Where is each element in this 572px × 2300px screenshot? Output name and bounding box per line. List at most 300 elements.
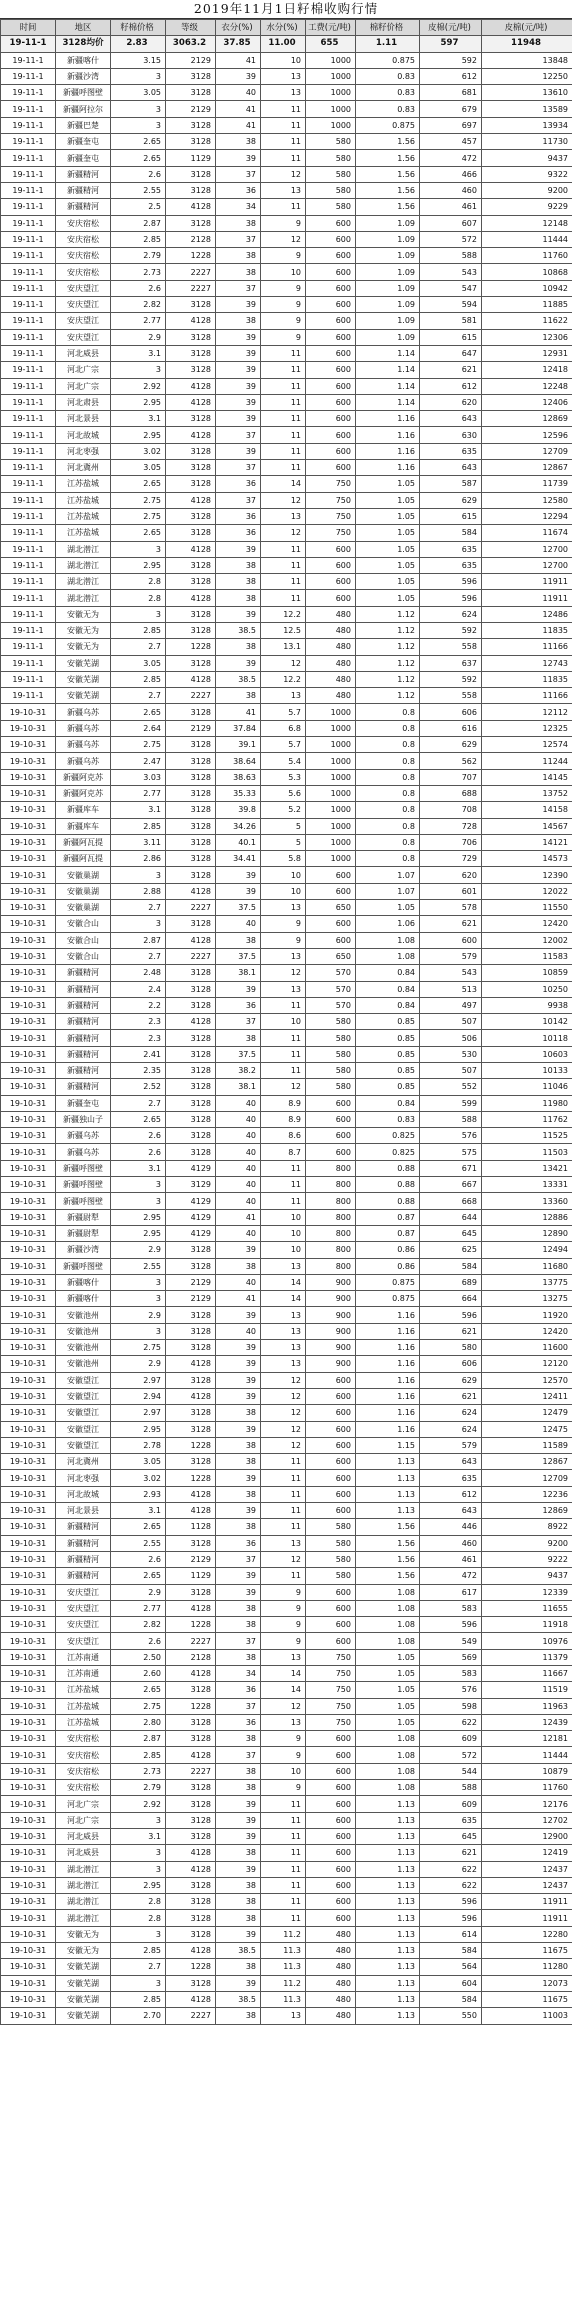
table-cell: 2.8	[111, 1894, 166, 1910]
table-cell: 750	[306, 508, 356, 524]
table-cell: 39	[216, 1568, 261, 1584]
table-cell: 600	[306, 1144, 356, 1160]
table-cell: 562	[420, 753, 482, 769]
table-cell: 41	[216, 1209, 261, 1225]
table-cell: 569	[420, 1649, 482, 1665]
table-cell: 667	[420, 1177, 482, 1193]
table-cell: 2.95	[111, 1421, 166, 1437]
table-cell: 600	[306, 215, 356, 231]
table-row	[1, 1046, 572, 1062]
table-cell: 3	[111, 916, 166, 932]
table-cell: 3	[111, 1975, 166, 1991]
table-cell: 安徽芜湖	[56, 688, 111, 704]
table-cell: 19-10-31	[1, 1421, 56, 1437]
table-cell: 12339	[482, 1584, 572, 1600]
table-cell: 1.13	[356, 1991, 420, 2007]
table-cell: 729	[420, 851, 482, 867]
table-cell: 629	[420, 492, 482, 508]
table-cell: 800	[306, 1225, 356, 1241]
table-row	[1, 1372, 572, 1388]
table-cell: 11	[261, 1046, 306, 1062]
table-cell: 4128	[166, 1014, 216, 1030]
table-row	[1, 508, 572, 524]
table-row	[1, 1063, 572, 1079]
table-cell: 3128	[166, 1372, 216, 1388]
table-cell: 2.7	[111, 639, 166, 655]
table-row	[1, 101, 572, 117]
table-cell: 2.95	[111, 557, 166, 573]
table-cell: 19-10-31	[1, 1079, 56, 1095]
table-cell: 9222	[482, 1551, 572, 1567]
table-cell: 5.6	[261, 785, 306, 801]
table-cell: 2.92	[111, 1796, 166, 1812]
table-cell: 11911	[482, 1910, 572, 1926]
table-cell: 750	[306, 492, 356, 508]
table-cell: 1.12	[356, 671, 420, 687]
table-cell: 13	[261, 1323, 306, 1339]
table-cell: 1.13	[356, 2008, 420, 2024]
table-cell: 19-11-1	[1, 622, 56, 638]
table-cell: 1.13	[356, 1796, 420, 1812]
table-cell: 11166	[482, 688, 572, 704]
table-cell: 11	[261, 411, 306, 427]
table-cell: 0.8	[356, 802, 420, 818]
table-cell: 9229	[482, 199, 572, 215]
table-cell: 600	[306, 557, 356, 573]
table-cell: 8.9	[261, 1111, 306, 1127]
table-cell: 19-10-31	[1, 1633, 56, 1649]
table-cell: 湖北潜江	[56, 541, 111, 557]
table-row	[1, 1959, 572, 1975]
table-cell: 600	[306, 264, 356, 280]
table-cell: 580	[306, 1014, 356, 1030]
table-cell: 安徽池州	[56, 1323, 111, 1339]
table-cell: 40	[216, 1095, 261, 1111]
table-cell: 1.13	[356, 1503, 420, 1519]
table-cell: 629	[420, 737, 482, 753]
table-cell: 650	[306, 948, 356, 964]
table-cell: 12325	[482, 720, 572, 736]
table-cell: 2.79	[111, 1780, 166, 1796]
table-cell: 12	[261, 1079, 306, 1095]
table-cell: 643	[420, 460, 482, 476]
table-row	[1, 427, 572, 443]
table-cell: 19-10-31	[1, 818, 56, 834]
table-cell: 3	[111, 68, 166, 84]
table-cell: 13	[261, 508, 306, 524]
table-cell: 552	[420, 1079, 482, 1095]
table-cell: 河北广宗	[56, 378, 111, 394]
table-cell: 600	[306, 1095, 356, 1111]
table-cell: 480	[306, 671, 356, 687]
table-cell: 3	[111, 1812, 166, 1828]
table-cell: 安庆望江	[56, 1600, 111, 1616]
table-cell: 13	[261, 948, 306, 964]
table-cell: 599	[420, 1095, 482, 1111]
table-cell: 11.3	[261, 1991, 306, 2007]
table-cell: 466	[420, 166, 482, 182]
table-cell: 4128	[166, 590, 216, 606]
table-cell: 600	[306, 1796, 356, 1812]
table-cell: 480	[306, 606, 356, 622]
table-cell: 工费(元/吨)	[306, 20, 356, 36]
table-cell: 13	[261, 85, 306, 101]
table-cell: 新疆精河	[56, 997, 111, 1013]
table-row	[1, 297, 572, 313]
table-cell: 3128	[166, 476, 216, 492]
table-cell: 38	[216, 1910, 261, 1926]
table-cell: 1.16	[356, 1405, 420, 1421]
table-cell: 12	[261, 231, 306, 247]
table-cell: 19-10-31	[1, 1307, 56, 1323]
table-cell: 600	[306, 1372, 356, 1388]
table-cell: 39	[216, 541, 261, 557]
table-cell: 19-10-31	[1, 1959, 56, 1975]
table-cell: 543	[420, 965, 482, 981]
table-cell: 19-10-31	[1, 1861, 56, 1877]
table-row	[1, 900, 572, 916]
table-cell: 580	[306, 199, 356, 215]
table-cell: 河北肃县	[56, 394, 111, 410]
table-cell: 2.82	[111, 297, 166, 313]
table-cell: 12439	[482, 1714, 572, 1730]
table-cell: 750	[306, 1682, 356, 1698]
table-cell: 19-10-31	[1, 1258, 56, 1274]
table-cell: 1000	[306, 101, 356, 117]
table-cell: 3128	[166, 818, 216, 834]
table-cell: 12869	[482, 411, 572, 427]
table-cell: 38	[216, 248, 261, 264]
table-cell: 2.47	[111, 753, 166, 769]
table-cell: 11622	[482, 313, 572, 329]
table-cell: 安庆望江	[56, 1584, 111, 1600]
table-cell: 19-10-31	[1, 769, 56, 785]
table-cell: 600	[306, 867, 356, 883]
table-cell: 622	[420, 1861, 482, 1877]
table-cell: 3128	[166, 1731, 216, 1747]
table-cell: 安徽望江	[56, 1437, 111, 1453]
table-cell: 1.08	[356, 1731, 420, 1747]
table-cell: 19-10-31	[1, 720, 56, 736]
table-cell: 3	[111, 606, 166, 622]
table-cell: 1.05	[356, 557, 420, 573]
table-cell: 3128	[166, 1796, 216, 1812]
table-cell: 1.09	[356, 264, 420, 280]
table-cell: 39	[216, 981, 261, 997]
table-cell: 2.85	[111, 622, 166, 638]
table-cell: 1.05	[356, 1649, 420, 1665]
table-cell: 39	[216, 150, 261, 166]
table-cell: 11948	[482, 36, 572, 52]
table-cell: 河北威县	[56, 345, 111, 361]
table-cell: 39	[216, 297, 261, 313]
table-cell: 1.14	[356, 345, 420, 361]
table-cell: 600	[306, 1845, 356, 1861]
table-cell: 1000	[306, 52, 356, 68]
table-cell: 河北故城	[56, 1486, 111, 1502]
table-cell: 13	[261, 1649, 306, 1665]
table-cell: 39	[216, 1503, 261, 1519]
table-cell: 1228	[166, 248, 216, 264]
table-cell: 新疆精河	[56, 1030, 111, 1046]
table-cell: 0.825	[356, 1144, 420, 1160]
table-cell: 12709	[482, 443, 572, 459]
table-cell: 19-10-31	[1, 1470, 56, 1486]
table-cell: 等级	[166, 20, 216, 36]
table-row	[1, 1111, 572, 1127]
table-cell: 2.8	[111, 574, 166, 590]
table-cell: 安徽合山	[56, 932, 111, 948]
table-cell: 1.05	[356, 1698, 420, 1714]
table-cell: 1129	[166, 150, 216, 166]
table-cell: 3.1	[111, 411, 166, 427]
table-row	[1, 688, 572, 704]
table-cell: 4128	[166, 313, 216, 329]
table-cell: 1.08	[356, 1584, 420, 1600]
table-cell: 19-10-31	[1, 1780, 56, 1796]
table-cell: 13	[261, 1307, 306, 1323]
table-cell: 900	[306, 1291, 356, 1307]
table-cell: 11	[261, 541, 306, 557]
table-cell: 2129	[166, 1291, 216, 1307]
table-cell: 800	[306, 1193, 356, 1209]
table-cell: 1.12	[356, 622, 420, 638]
table-cell: 1228	[166, 1959, 216, 1975]
table-cell: 11762	[482, 1111, 572, 1127]
table-cell: 安徽巢湖	[56, 883, 111, 899]
table-row	[1, 166, 572, 182]
table-cell: 39.1	[216, 737, 261, 753]
table-cell: 600	[306, 231, 356, 247]
table-cell: 1.05	[356, 590, 420, 606]
table-cell: 安庆望江	[56, 297, 111, 313]
table-cell: 2227	[166, 1633, 216, 1649]
table-cell: 4128	[166, 1845, 216, 1861]
table-cell: 4129	[166, 1193, 216, 1209]
table-cell: 11	[261, 1519, 306, 1535]
table-cell: 40	[216, 1225, 261, 1241]
table-cell: 2.75	[111, 1698, 166, 1714]
table-cell: 19-11-1	[1, 101, 56, 117]
table-cell: 3128	[166, 1340, 216, 1356]
table-cell: 38.1	[216, 965, 261, 981]
table-cell: 600	[306, 1633, 356, 1649]
table-cell: 600	[306, 1405, 356, 1421]
table-cell: 1.16	[356, 1421, 420, 1437]
table-cell: 1.08	[356, 1633, 420, 1649]
table-cell: 19-10-31	[1, 1095, 56, 1111]
table-cell: 37	[216, 1551, 261, 1567]
table-cell: 2.6	[111, 1128, 166, 1144]
table-row	[1, 492, 572, 508]
table-row	[1, 1975, 572, 1991]
table-cell: 3.1	[111, 1160, 166, 1176]
table-row	[1, 1551, 572, 1567]
table-cell: 39	[216, 68, 261, 84]
table-cell: 新疆阿拉尔	[56, 101, 111, 117]
table-cell: 39	[216, 1242, 261, 1258]
table-cell: 新疆阿瓦提	[56, 834, 111, 850]
table-cell: 8.6	[261, 1128, 306, 1144]
table-cell: 新疆呼图壁	[56, 1160, 111, 1176]
table-cell: 570	[306, 997, 356, 1013]
table-cell: 544	[420, 1763, 482, 1779]
table-cell: 579	[420, 1437, 482, 1453]
table-cell: 11	[261, 362, 306, 378]
table-cell: 新疆乌苏	[56, 1144, 111, 1160]
table-cell: 671	[420, 1160, 482, 1176]
table-cell: 37	[216, 427, 261, 443]
table-cell: 11	[261, 590, 306, 606]
table-cell: 612	[420, 1486, 482, 1502]
table-cell: 1.06	[356, 916, 420, 932]
table-cell: 1.16	[356, 1323, 420, 1339]
table-cell: 新疆精河	[56, 1535, 111, 1551]
table-cell: 558	[420, 688, 482, 704]
table-cell: 19-11-1	[1, 411, 56, 427]
table-cell: 12700	[482, 557, 572, 573]
table-cell: 37	[216, 166, 261, 182]
table-row	[1, 1714, 572, 1730]
table-cell: 598	[420, 1698, 482, 1714]
table-cell: 0.875	[356, 117, 420, 133]
table-row	[1, 215, 572, 231]
table-cell: 576	[420, 1128, 482, 1144]
table-cell: 3128	[166, 1535, 216, 1551]
table-cell: 12743	[482, 655, 572, 671]
table-cell: 0.85	[356, 1014, 420, 1030]
table-row	[1, 525, 572, 541]
table-cell: 2.6	[111, 280, 166, 296]
table-cell: 596	[420, 1894, 482, 1910]
table-cell: 10603	[482, 1046, 572, 1062]
table-cell: 安徽芜湖	[56, 655, 111, 671]
table-cell: 570	[306, 981, 356, 997]
table-cell: 3128均价	[56, 36, 111, 52]
table-cell: 668	[420, 1193, 482, 1209]
table-cell: 安徽望江	[56, 1388, 111, 1404]
table-cell: 11	[261, 574, 306, 590]
table-cell: 11675	[482, 1991, 572, 2007]
table-cell: 湖北潜江	[56, 557, 111, 573]
table-cell: 37	[216, 1633, 261, 1649]
table-cell: 3	[111, 1323, 166, 1339]
table-cell: 2.73	[111, 264, 166, 280]
table-cell: 江苏盐城	[56, 525, 111, 541]
table-cell: 0.88	[356, 1193, 420, 1209]
table-cell: 11525	[482, 1128, 572, 1144]
table-cell: 1.14	[356, 378, 420, 394]
table-cell: 19-11-1	[1, 297, 56, 313]
table-cell: 新疆呼图壁	[56, 1258, 111, 1274]
table-cell: 3.1	[111, 345, 166, 361]
table-cell: 13	[261, 1714, 306, 1730]
table-cell: 2.65	[111, 1111, 166, 1127]
table-cell: 38	[216, 1030, 261, 1046]
table-body	[1, 20, 572, 2025]
table-cell: 460	[420, 182, 482, 198]
table-cell: 38	[216, 639, 261, 655]
table-cell: 0.86	[356, 1242, 420, 1258]
table-cell: 39	[216, 362, 261, 378]
table-cell: 新疆乌苏	[56, 737, 111, 753]
table-cell: 594	[420, 297, 482, 313]
table-cell: 39	[216, 1584, 261, 1600]
table-cell: 4129	[166, 1209, 216, 1225]
table-row	[1, 411, 572, 427]
table-cell: 3128	[166, 1828, 216, 1844]
table-cell: 1.09	[356, 297, 420, 313]
table-cell: 2.87	[111, 1731, 166, 1747]
table-cell: 4128	[166, 883, 216, 899]
table-cell: 584	[420, 1943, 482, 1959]
table-cell: 新疆乌苏	[56, 704, 111, 720]
table-cell: 新疆库车	[56, 802, 111, 818]
table-cell: 安徽合山	[56, 916, 111, 932]
table-cell: 39	[216, 606, 261, 622]
table-cell: 600	[306, 1486, 356, 1502]
table-cell: 0.87	[356, 1225, 420, 1241]
table-cell: 2.70	[111, 2008, 166, 2024]
table-cell: 19-11-1	[1, 655, 56, 671]
table-cell: 11	[261, 1177, 306, 1193]
table-cell: 12	[261, 965, 306, 981]
table-cell: 36	[216, 182, 261, 198]
table-cell: 38	[216, 1877, 261, 1893]
table-cell: 472	[420, 1568, 482, 1584]
table-cell: 625	[420, 1242, 482, 1258]
table-cell: 3128	[166, 622, 216, 638]
table-cell: 1.15	[356, 1437, 420, 1453]
table-cell: 11	[261, 443, 306, 459]
table-cell: 0.8	[356, 769, 420, 785]
table-cell: 584	[420, 1258, 482, 1274]
table-cell: 1.13	[356, 1910, 420, 1926]
table-row	[1, 231, 572, 247]
table-cell: 11911	[482, 1894, 572, 1910]
table-row	[1, 671, 572, 687]
table-cell: 3128	[166, 1030, 216, 1046]
table-row	[1, 1274, 572, 1290]
table-cell: 2.85	[111, 231, 166, 247]
table-cell: 34	[216, 1665, 261, 1681]
table-cell: 472	[420, 150, 482, 166]
table-cell: 600	[306, 883, 356, 899]
table-cell: 40	[216, 1177, 261, 1193]
table-cell: 3128	[166, 1421, 216, 1437]
table-cell: 安庆宿松	[56, 248, 111, 264]
table-cell: 19-11-1	[1, 525, 56, 541]
table-cell: 安庆宿松	[56, 215, 111, 231]
table-cell: 19-10-31	[1, 802, 56, 818]
table-cell: 12596	[482, 427, 572, 443]
table-cell: 457	[420, 134, 482, 150]
table-cell: 3.05	[111, 85, 166, 101]
table-cell: 12.2	[261, 606, 306, 622]
table-cell: 2.97	[111, 1372, 166, 1388]
table-cell: 0.8	[356, 720, 420, 736]
table-cell: 1.56	[356, 1519, 420, 1535]
table-cell: 0.85	[356, 1063, 420, 1079]
table-cell: 11885	[482, 297, 572, 313]
table-cell: 新疆乌苏	[56, 1128, 111, 1144]
table-cell: 40	[216, 1274, 261, 1290]
table-cell: 1.14	[356, 394, 420, 410]
table-cell: 1.13	[356, 1486, 420, 1502]
table-cell: 38	[216, 1405, 261, 1421]
table-cell: 1.16	[356, 1307, 420, 1323]
table-cell: 1000	[306, 834, 356, 850]
